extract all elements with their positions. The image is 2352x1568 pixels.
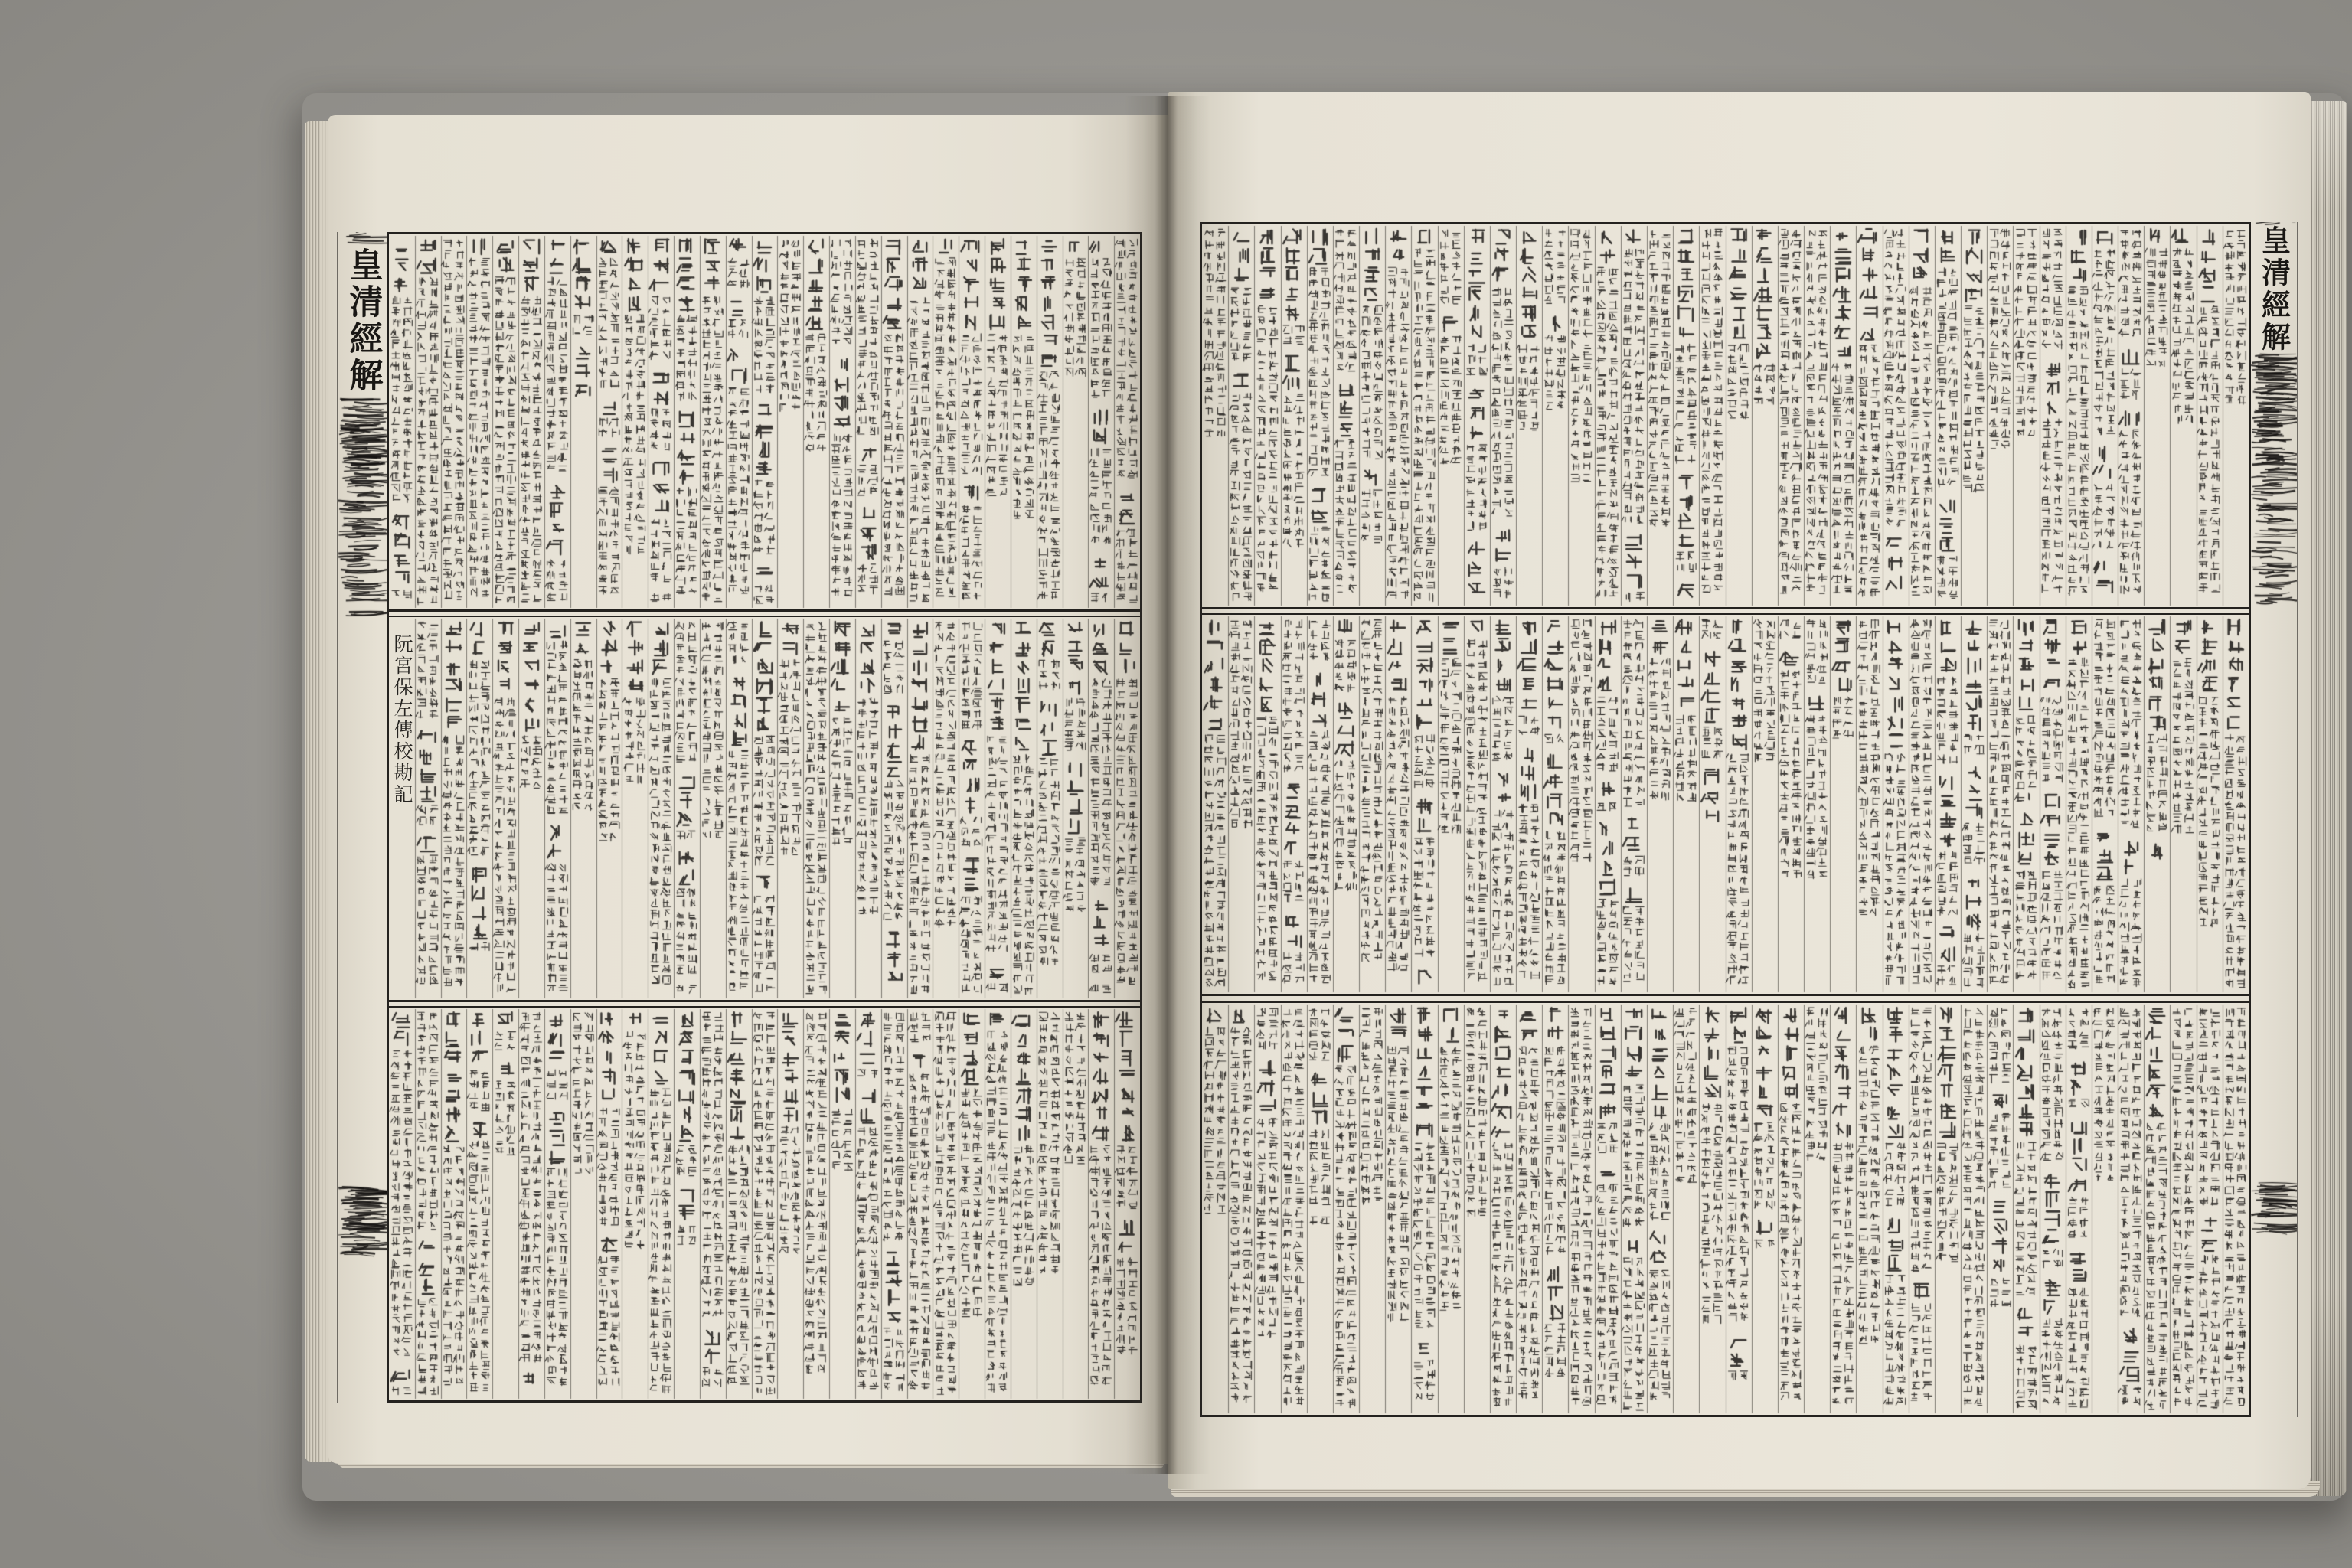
lower-register — [1202, 1003, 2249, 1415]
printed-text-columns — [389, 1008, 1140, 1400]
printed-text-columns — [1202, 615, 2249, 994]
book-title-on-fold: 皇清經解 — [2256, 225, 2292, 354]
left-page-fold-column — [337, 232, 387, 1403]
middle-register — [1202, 615, 2249, 994]
right-page-fold-column — [2251, 222, 2298, 1417]
middle-register — [389, 617, 1140, 1000]
fold-ink-marks — [2251, 222, 2297, 1417]
printed-text-columns — [1202, 224, 2249, 607]
register-divider — [389, 609, 1140, 617]
right-page — [1168, 92, 2311, 1489]
fold-ink-marks — [338, 232, 387, 1403]
register-divider — [389, 1000, 1140, 1008]
gutter-shadow — [1125, 96, 1210, 1474]
register-divider — [1202, 607, 2249, 615]
register-divider — [1202, 994, 2249, 1003]
printed-text-columns — [1202, 1003, 2249, 1415]
lower-register — [389, 1008, 1140, 1400]
book-title-on-fold: 皇清經解 — [343, 247, 383, 394]
printed-text-columns — [389, 234, 1140, 609]
printed-text-columns — [389, 617, 1140, 1000]
text-frame — [387, 232, 1142, 1403]
colophon: 阮宮保左傳校勘記 — [391, 634, 413, 805]
upper-register — [1202, 224, 2249, 607]
text-frame — [1200, 222, 2251, 1417]
left-page — [328, 115, 1168, 1464]
upper-register — [389, 234, 1140, 609]
